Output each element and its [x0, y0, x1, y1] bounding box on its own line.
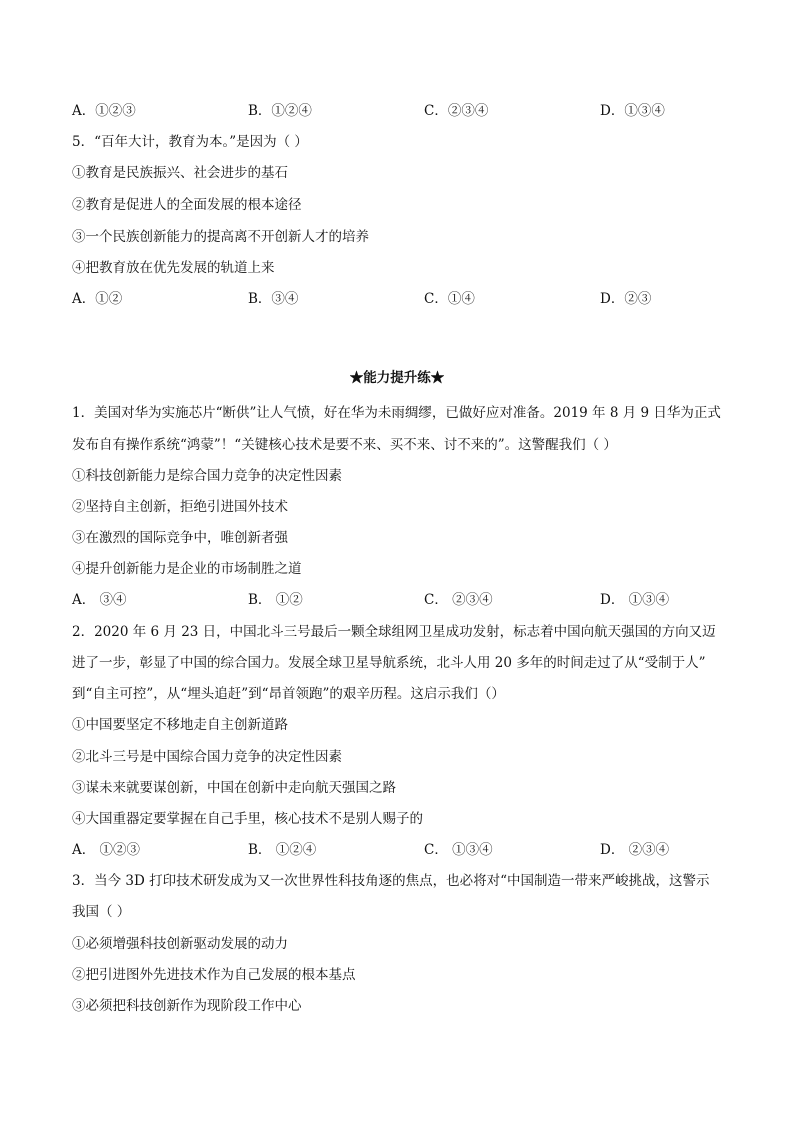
option-b[interactable]: B．③④: [248, 291, 299, 307]
p2-options: [72, 840, 732, 860]
q5-statement-1: ①教育是民族振兴、社会进步的基石: [72, 165, 288, 181]
p2-stem-line-2: 进了一步，彰显了中国的综合国力。发展全球卫星导航系统，北斗人用 20 多年的时间走过了从“受制于人”: [72, 655, 706, 671]
option-c[interactable]: C．②③④: [424, 103, 489, 119]
option-d[interactable]: D． ②③④: [600, 842, 670, 858]
q5-stem: 5．“百年大计，教育为本。”是因为（ ）: [72, 134, 308, 150]
option-c[interactable]: C． ①③④: [424, 842, 493, 858]
q4-options: [72, 101, 732, 121]
p2-stem-line-1: 2．2020 年 6 月 23 日，中国北斗三号最后一颗全球组网卫星成功发射，标志着中国向航天强国的方向又迈: [72, 624, 716, 640]
p1-statement-3: ③在激烈的国际竞争中，唯创新者强: [72, 530, 288, 546]
p2-statement-1: ①中国要坚定不移地走自主创新道路: [72, 717, 288, 733]
option-c[interactable]: C．①④: [424, 291, 475, 307]
option-a[interactable]: A． ③④: [72, 592, 127, 608]
p3-statement-3: ③必须把科技创新作为现阶段工作中心: [72, 998, 302, 1014]
option-d[interactable]: D． ①③④: [600, 592, 670, 608]
p1-statement-4: ④提升创新能力是企业的市场制胜之道: [72, 561, 302, 577]
p3-stem-line-1: 3．当今 3D 打印技术研发成为又一次世界性科技角逐的焦点，也必将对“中国制造一带来严峻挑战，这警示: [72, 873, 710, 889]
p1-statement-1: ①科技创新能力是综合国力竞争的决定性因素: [72, 468, 342, 484]
p1-stem-line-2: 发布自有操作系统“鸿蒙”！“关键核心技术是要不来、买不来、讨不来的”。这警醒我们（ ）: [72, 437, 617, 453]
option-b[interactable]: B． ①②: [248, 592, 303, 608]
p2-statement-2: ②北斗三号是中国综合国力竞争的决定性因素: [72, 749, 342, 765]
p2-stem-line-3: 到“自主可控”，从“埋头追赶”到“昂首领跑”的艰辛历程。这启示我们（）: [72, 686, 505, 702]
q5-statement-2: ②教育是促进人的全面发展的根本途径: [72, 197, 302, 213]
option-a[interactable]: A．①②: [72, 291, 123, 307]
option-b[interactable]: B．①②④: [248, 103, 312, 119]
p3-stem-line-2: 我国（ ）: [72, 904, 131, 920]
p1-statement-2: ②坚持自主创新，拒绝引进国外技术: [72, 499, 288, 515]
option-d[interactable]: D．②③: [600, 291, 652, 307]
option-b[interactable]: B． ①②④: [248, 842, 317, 858]
option-a[interactable]: A．①②③: [72, 103, 136, 119]
p3-statement-2: ②把引进图外先进技术作为自己发展的根本基点: [72, 967, 356, 983]
p1-options: [72, 590, 732, 610]
p1-stem-line-1: 1．美国对华为实施芯片“断供”让人气愤，好在华为未雨绸缪，已做好应对准备。2019 年 8 月 9 日华为正式: [72, 405, 721, 421]
option-c[interactable]: C． ②③④: [424, 592, 493, 608]
option-a[interactable]: A． ①②③: [72, 842, 141, 858]
p2-statement-4: ④大国重器定要掌握在自己手里，核心技术不是别人赐子的: [72, 811, 423, 827]
q5-statement-4: ④把教育放在优先发展的轨道上来: [72, 260, 275, 276]
p2-statement-3: ③谋未来就要谋创新，中国在创新中走向航天强国之路: [72, 780, 396, 796]
option-d[interactable]: D．①③④: [600, 103, 665, 119]
section-title: ★能力提升练★: [349, 370, 445, 386]
q5-options: [72, 289, 732, 309]
q5-statement-3: ③一个民族创新能力的提高离不开创新人才的培养: [72, 229, 369, 245]
p3-statement-1: ①必须增强科技创新驱动发展的动力: [72, 936, 288, 952]
